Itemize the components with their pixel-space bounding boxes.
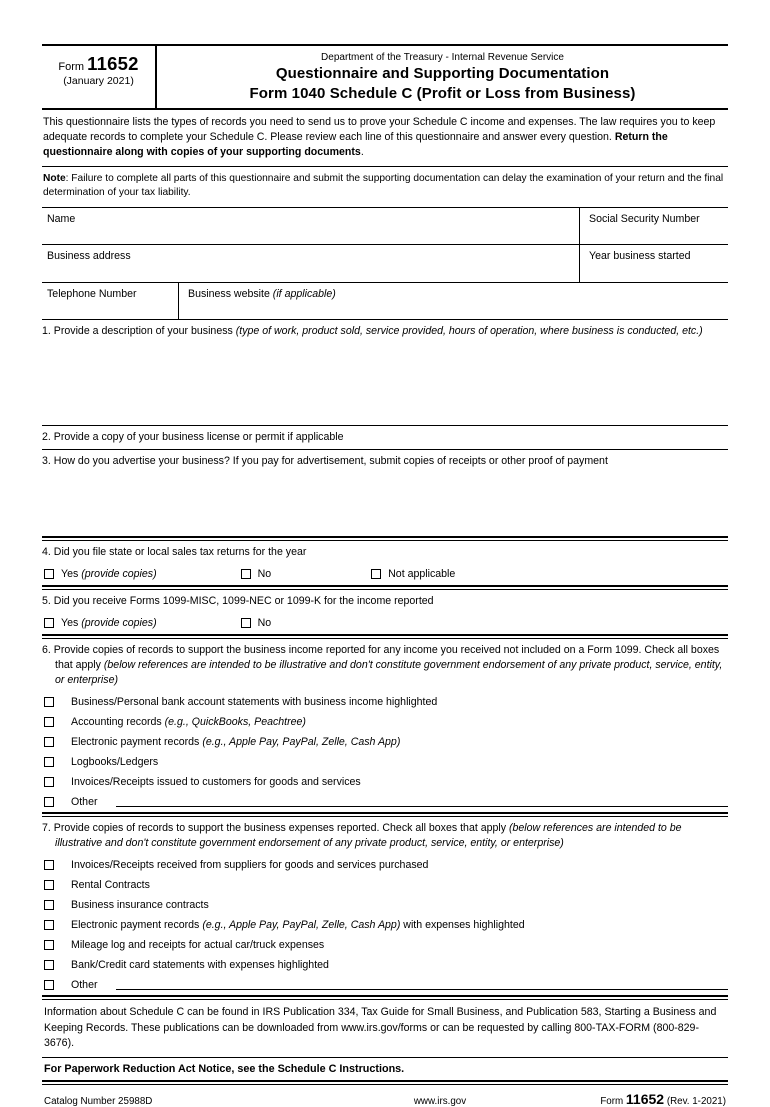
question-7 bbox=[42, 817, 728, 855]
question-7-item-label: Mileage log and receipts for actual car/truck expenses bbox=[71, 939, 325, 952]
footer-form-identifier bbox=[536, 1091, 726, 1107]
list-item[interactable] bbox=[42, 732, 728, 752]
question-7-item-label: Rental Contracts bbox=[71, 879, 150, 892]
name-label: Name bbox=[47, 213, 76, 226]
question-6-item-label: Logbooks/Ledgers bbox=[71, 756, 159, 769]
footer-form-number: 11652 bbox=[625, 1090, 665, 1107]
question-5 bbox=[42, 590, 728, 613]
question-7-other-input[interactable] bbox=[116, 980, 729, 990]
address-year-row bbox=[42, 245, 728, 282]
checkbox-icon[interactable] bbox=[241, 569, 251, 579]
question-4-option-not-applicable-label: Not applicable bbox=[388, 568, 456, 581]
checkbox-icon[interactable] bbox=[44, 880, 54, 890]
question-7-text: Provide copies of records to support the business expenses reported. Check all boxes that apply bbox=[50, 822, 509, 835]
form-title-line-1: Questionnaire and Supporting Documentation bbox=[275, 65, 610, 82]
list-item[interactable] bbox=[42, 855, 728, 875]
question-3-text: How do you advertise your business? If you pay for advertisement, submit copies of receipts or other proof of payment bbox=[50, 455, 608, 468]
question-1-italic: (type of work, product sold, service provided, hours of operation, where business is conducted, etc.) bbox=[235, 325, 703, 338]
checkbox-icon[interactable] bbox=[44, 569, 54, 579]
checkbox-icon[interactable] bbox=[44, 900, 54, 910]
list-item[interactable] bbox=[42, 752, 728, 772]
form-title-block bbox=[157, 46, 728, 108]
list-item[interactable] bbox=[42, 792, 728, 812]
checkbox-icon[interactable] bbox=[44, 860, 54, 870]
checkbox-icon[interactable] bbox=[44, 940, 54, 950]
question-5-option-yes-label: Yes (provide copies) bbox=[61, 617, 157, 630]
question-7-number: 7. bbox=[42, 822, 51, 835]
paperwork-reduction-notice: For Paperwork Reduction Act Notice, see the Schedule C Instructions. bbox=[44, 1062, 405, 1075]
question-6-item-label: Accounting records (e.g., QuickBooks, Peachtree) bbox=[71, 716, 306, 729]
checkbox-icon[interactable] bbox=[44, 697, 54, 707]
question-6-text: Provide copies of records to support the business income reported for any income you received not included on a Form 1099. Check all boxes that apply bbox=[50, 644, 720, 672]
checkbox-icon[interactable] bbox=[44, 960, 54, 970]
list-item[interactable] bbox=[42, 935, 728, 955]
question-5-option-no[interactable] bbox=[241, 617, 272, 629]
list-item[interactable] bbox=[42, 875, 728, 895]
list-item[interactable] bbox=[42, 955, 728, 975]
list-item[interactable] bbox=[42, 895, 728, 915]
list-item[interactable] bbox=[42, 975, 728, 995]
question-5-number: 5. bbox=[42, 595, 51, 608]
name-ssn-row bbox=[42, 208, 728, 244]
question-6-item-label: Business/Personal bank account statements with business income highlighted bbox=[71, 696, 438, 709]
question-3-answer-area[interactable] bbox=[42, 473, 728, 536]
ssn-label: Social Security Number bbox=[589, 213, 700, 226]
question-6-other-input[interactable] bbox=[116, 797, 729, 807]
question-4-number: 4. bbox=[42, 546, 51, 559]
irs-website-link[interactable]: www.irs.gov bbox=[413, 1095, 467, 1107]
checkbox-icon[interactable] bbox=[44, 717, 54, 727]
form-revision-date: (January 2021) bbox=[63, 75, 134, 88]
question-6-item-label: Other bbox=[71, 796, 98, 809]
note-label: Note bbox=[43, 172, 66, 184]
business-address-field[interactable] bbox=[42, 245, 580, 282]
footer-form-word: Form bbox=[600, 1095, 624, 1107]
question-2-number: 2. bbox=[42, 431, 51, 444]
checkbox-icon[interactable] bbox=[44, 797, 54, 807]
list-item[interactable] bbox=[42, 915, 728, 935]
question-3 bbox=[42, 450, 728, 473]
question-3-number: 3. bbox=[42, 455, 51, 468]
checkbox-icon[interactable] bbox=[44, 920, 54, 930]
question-7-item-label: Invoices/Receipts received from suppliers for goods and services purchased bbox=[71, 859, 429, 872]
form-number-block bbox=[42, 46, 157, 108]
question-6 bbox=[42, 639, 728, 692]
question-5-options bbox=[42, 613, 728, 634]
note-paragraph bbox=[42, 167, 728, 208]
checkbox-icon[interactable] bbox=[44, 618, 54, 628]
question-7-checklist bbox=[42, 855, 728, 995]
question-6-item-label: Invoices/Receipts issued to customers for goods and services bbox=[71, 776, 361, 789]
telephone-website-row bbox=[42, 283, 728, 319]
question-2 bbox=[42, 426, 728, 449]
footer-meta-row bbox=[42, 1085, 728, 1107]
footer-information: Information about Schedule C can be found in IRS Publication 334, Tax Guide for Small Business, and Publication 583, Starting a Business and Keeping Records. These publications can be downloaded from www.irs.gov/forms or can be requested by calling 800-TAX-FORM (800-829-3676). bbox=[44, 1006, 717, 1050]
form-word-label: Form bbox=[58, 61, 85, 73]
question-7-item-label: Bank/Credit card statements with expenses highlighted bbox=[71, 959, 329, 972]
telephone-label: Telephone Number bbox=[47, 288, 137, 301]
question-4 bbox=[42, 541, 728, 564]
question-7-item-label: Business insurance contracts bbox=[71, 899, 209, 912]
ssn-field[interactable] bbox=[580, 208, 728, 244]
business-website-label: Business website bbox=[188, 288, 273, 301]
department-label: Department of the Treasury - Internal Revenue Service bbox=[321, 52, 564, 63]
question-5-option-yes[interactable] bbox=[44, 617, 157, 629]
intro-body-text: This questionnaire lists the types of records you need to send us to prove your Schedule C income and expenses. The law requires you to keep adequate records to complete your Schedule C. Please review each line of this questionnaire and answer every question. bbox=[43, 115, 716, 143]
question-4-option-yes[interactable] bbox=[44, 568, 157, 580]
question-4-option-no[interactable] bbox=[241, 568, 272, 580]
checkbox-icon[interactable] bbox=[371, 569, 381, 579]
question-6-checklist bbox=[42, 692, 728, 812]
question-2-text: Provide a copy of your business license or permit if applicable bbox=[50, 431, 344, 444]
footer-form-revision: (Rev. 1-2021) bbox=[666, 1095, 726, 1107]
checkbox-icon[interactable] bbox=[44, 980, 54, 990]
year-started-label: Year business started bbox=[589, 250, 691, 263]
question-7-italic: (below references are intended to be illustrative and don't constitute government endorsement of any private product, service, entity, or enterprise) bbox=[55, 822, 682, 850]
form-number-line bbox=[46, 53, 151, 74]
question-6-number: 6. bbox=[42, 644, 51, 657]
checkbox-icon[interactable] bbox=[44, 737, 54, 747]
list-item[interactable] bbox=[42, 772, 728, 792]
year-started-field[interactable] bbox=[580, 245, 728, 282]
list-item[interactable] bbox=[42, 712, 728, 732]
irs-form-11652 bbox=[42, 44, 728, 1107]
question-1-number: 1. bbox=[42, 325, 51, 338]
question-6-item-label: Electronic payment records (e.g., Apple Pay, PayPal, Zelle, Cash App) bbox=[71, 736, 401, 749]
checkbox-icon[interactable] bbox=[241, 618, 251, 628]
intro-paragraph bbox=[42, 110, 728, 166]
form-title-line-2: Form 1040 Schedule C (Profit or Loss from Business) bbox=[249, 85, 636, 103]
question-5-option-no-label: No bbox=[257, 617, 272, 630]
checkbox-icon[interactable] bbox=[44, 757, 54, 767]
question-4-option-no-label: No bbox=[257, 568, 272, 581]
form-number-value: 11652 bbox=[87, 53, 139, 74]
business-website-field[interactable] bbox=[179, 283, 728, 319]
intro-bold-text: Return the questionnaire along with copies of your supporting documents bbox=[43, 130, 668, 159]
note-body-text: : Failure to complete all parts of this questionnaire and submit the supporting documentation can delay the examination of your return and the final determination of your tax liability. bbox=[43, 172, 724, 199]
question-6-italic: (below references are intended to be illustrative and don't constitute government endorsement of any private product, service, entity, or enterprise) bbox=[55, 659, 723, 687]
question-7-item-label: Other bbox=[71, 979, 98, 992]
question-7-item-label: Electronic payment records (e.g., Apple Pay, PayPal, Zelle, Cash App) with expenses highlighted bbox=[71, 919, 525, 932]
telephone-field[interactable] bbox=[42, 283, 179, 319]
business-address-label: Business address bbox=[47, 250, 131, 263]
name-field[interactable] bbox=[42, 208, 580, 244]
question-1-answer-area[interactable] bbox=[42, 343, 728, 425]
list-item[interactable] bbox=[42, 692, 728, 712]
question-4-options bbox=[42, 564, 728, 585]
question-5-text: Did you receive Forms 1099-MISC, 1099-NEC or 1099-K for the income reported bbox=[50, 595, 434, 608]
question-4-option-not-applicable[interactable] bbox=[371, 568, 455, 580]
question-1-text: Provide a description of your business bbox=[50, 325, 236, 338]
business-website-label-italic: (if applicable) bbox=[272, 288, 336, 301]
form-header bbox=[42, 46, 728, 108]
checkbox-icon[interactable] bbox=[44, 777, 54, 787]
question-1 bbox=[42, 320, 728, 343]
intro-period: . bbox=[360, 146, 364, 159]
question-4-option-yes-label: Yes (provide copies) bbox=[61, 568, 157, 581]
question-4-text: Did you file state or local sales tax returns for the year bbox=[50, 546, 307, 559]
catalog-number: Catalog Number 25988D bbox=[44, 1095, 153, 1107]
